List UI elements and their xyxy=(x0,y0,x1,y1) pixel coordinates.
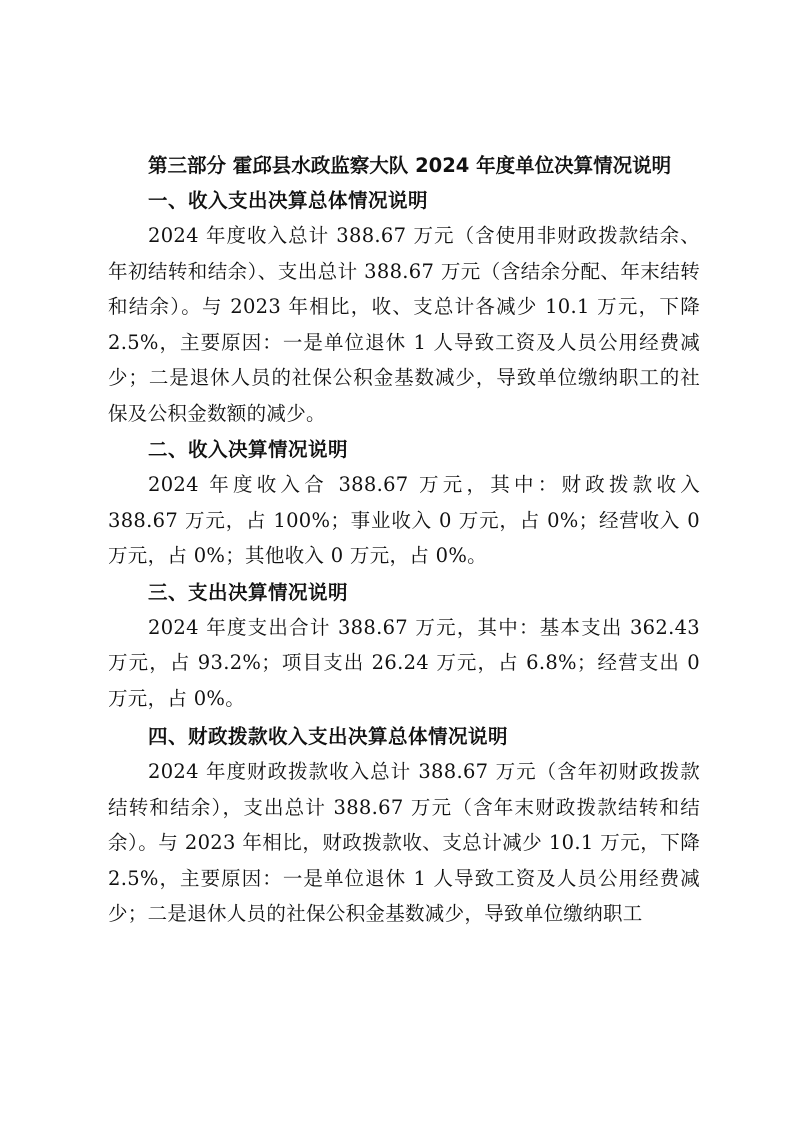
section-text-income-expenditure-overview: 2024 年度收入总计 388.67 万元（含使用非财政拨款结余、年初结转和结余）、支出总计 388.67 万元（含结余分配、年末结转和结余）。与 2023 年相比，收、支总计各减少 10.1 万元，下降 2.5%，主要原因：一是单位退休 1 人导致工资及人员公用经费减少；二是退休人员的社保公积金基数减少，导致单位缴纳职工的社保及公积金数额的减少。 xyxy=(108,224,700,425)
section-text-fiscal-appropriation: 2024 年度财政拨款收入总计 388.67 万元（含年初财政拨款结转和结余），支出总计 388.67 万元（含年末财政拨款结转和结余）。与 2023 年相比，财政拨款收、支总计减少 10.1 万元，下降 2.5%，主要原因：一是单位退休 1 人导致工资及人员公用经费减少；二是退休人员的社保公积金基数减少，导致单位缴纳职工 xyxy=(108,760,700,925)
section-text-expenditure: 2024 年度支出合计 388.67 万元，其中：基本支出 362.43 万元，占 93.2%；项目支出 26.24 万元，占 6.8%；经营支出 0 万元，占 0%。 xyxy=(108,615,700,710)
section-heading-fiscal-appropriation: 四、财政拨款收入支出决算总体情况说明 xyxy=(148,725,509,748)
document-body xyxy=(108,148,700,932)
section-heading-income: 二、收入决算情况说明 xyxy=(148,438,349,461)
part-title: 第三部分 霍邱县水政监察大队 2024 年度单位决算情况说明 xyxy=(148,154,672,177)
section-heading-expenditure: 三、支出决算情况说明 xyxy=(148,580,349,604)
section-heading-income-expenditure-overview: 一、收入支出决算总体情况说明 xyxy=(148,189,429,212)
section-text-income: 2024 年度收入合 388.67 万元，其中：财政拨款收入 388.67 万元，占 100%；事业收入 0 万元，占 0%；经营收入 0 万元，占 0%；其他收入 0 万元，占 0%。 xyxy=(108,473,700,567)
